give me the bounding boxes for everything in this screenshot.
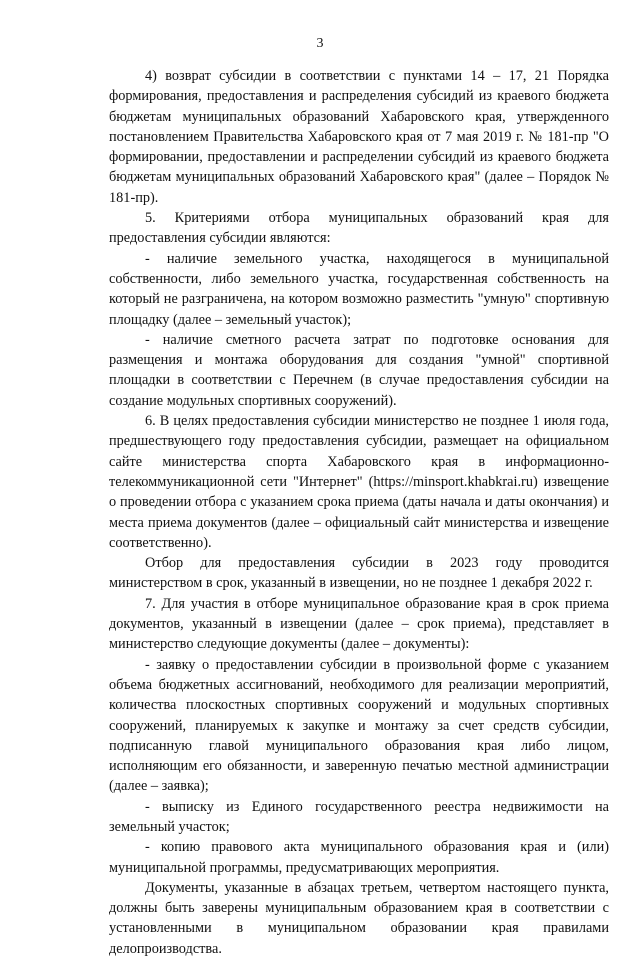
paragraph-selection-deadline: Отбор для предоставления субсидии в 2023 году проводится министерством в срок, указанный в извещении, но не позднее 1 декабря 2022 г.	[109, 555, 609, 592]
paragraph-selection-notice: 6. В целях предоставления субсидии министерство не позднее 1 июля года, предшествующего году предоставления субсидии, размещает на официальном сайте министерства спорта Хабаровского края в информационно-телекоммуникационной сети "Интернет" (https://minsport.khabkrai.ru) извещение о проведении отбора с указанием срока приема (даты начала и даты окончания) и места приема документов (далее – официальный сайт министерства и извещение соответственно).	[109, 413, 609, 551]
paragraph-registry-extract: - выписку из Единого государственного реестра недвижимости на земельный участок;	[109, 798, 609, 835]
paragraph-land-plot-criterion: - наличие земельного участка, находящегося в муниципальной собственности, либо земельного участка, государственная собственность на который не разграничена, на котором возможно разместить "умную" спортивную площадку (далее – земельный участок);	[109, 250, 609, 328]
paragraph-document-certification: Документы, указанные в абзацах третьем, четвертом настоящего пункта, должны быть заверены муниципальным образованием края в соответствии с установленными в муниципальном образовании края правилами делопроизводства.	[109, 879, 609, 957]
paragraph-selection-criteria: 5. Критериями отбора муниципальных образований края для предоставления субсидии являются:	[109, 210, 609, 247]
paragraph-required-documents: 7. Для участия в отборе муниципальное образование края в срок приема документов, указанный в извещении (далее – срок приема), представляет в министерство следующие документы (далее – документы):	[109, 595, 609, 653]
paragraph-legal-act-copy: - копию правового акта муниципального образования края и (или) муниципальной программы, предусматривающих мероприятия.	[109, 839, 609, 876]
paragraph-subsidy-return: 4) возврат субсидии в соответствии с пунктами 14 – 17, 21 Порядка формирования, предоставления и распределения субсидий из краевого бюджета бюджетам муниципальных образований Хабаровского края, утвержденного постановлением Правительства Хабаровского края от 7 мая 2019 г. № 181-пр "О формировании, предоставлении и распределении субсидий из краевого бюджета бюджетам муниципальных образований Хабаровского края" (далее – Порядок № 181-пр).	[109, 68, 609, 206]
page-number: 3	[316, 36, 324, 51]
document-body	[109, 66, 609, 959]
paragraph-estimate-criterion: - наличие сметного расчета затрат по подготовке основания для размещения и монтажа оборудования для создания "умной" спортивной площадки в соответствии с Перечнем (в случае предоставления субсидии на создание модульных спортивных сооружений).	[109, 331, 609, 409]
paragraph-application-document: - заявку о предоставлении субсидии в произвольной форме с указанием объема бюджетных ассигнований, необходимого для реализации мероприятий, количества плоскостных спортивных сооружений и модульных спортивных сооружений, планируемых к закупке и монтажу за счет средств субсидии, подписанную главой муниципального образования края либо лицом, исполняющим его обязанности, и заверенную печатью местной администрации (далее – заявка);	[109, 656, 609, 795]
